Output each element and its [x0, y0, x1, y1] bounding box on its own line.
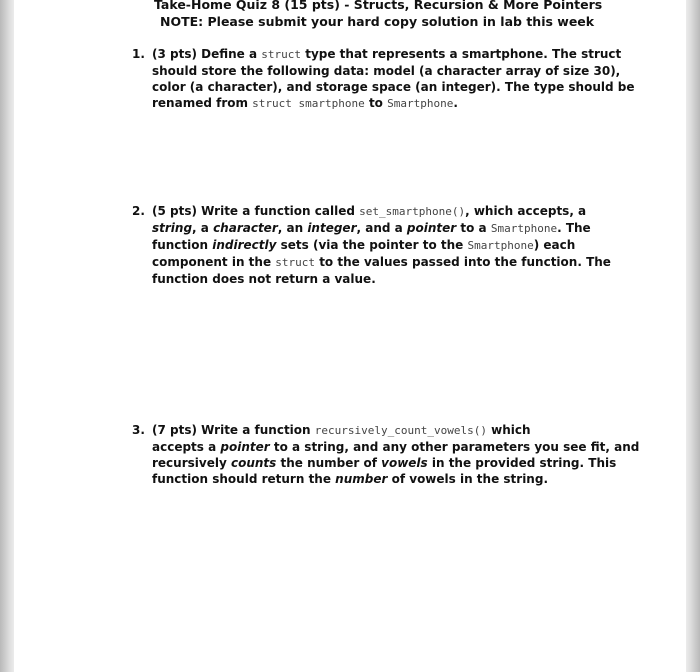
emphasized-term: vowels	[381, 456, 428, 470]
text-run: color (a character), and storage space (an integer). The type should be	[152, 80, 635, 94]
emphasized-term: counts	[230, 456, 277, 470]
emphasized-term: pointer	[220, 440, 270, 454]
question-line	[152, 46, 622, 63]
text-run: .	[453, 96, 458, 110]
text-run: the number of	[276, 456, 382, 470]
page-edge-right	[686, 0, 700, 672]
text-run: to a string, and any other parameters you see fit, and	[269, 440, 640, 454]
code-term: recursively_count_vowels()	[314, 424, 487, 437]
emphasized-term: indirectly	[212, 238, 277, 252]
question-line	[152, 237, 602, 254]
text-run: to	[364, 96, 388, 110]
question-line	[152, 63, 621, 79]
emphasized-term: number	[335, 472, 388, 486]
question-line	[152, 79, 635, 95]
question-3	[132, 422, 640, 487]
question-1	[132, 46, 635, 112]
question-line	[152, 220, 602, 237]
emphasized-term: string	[152, 221, 193, 235]
code-term: struct smartphone	[252, 97, 365, 110]
text-run: which	[486, 423, 531, 437]
question-line	[152, 439, 640, 455]
text-run: accepts a	[152, 440, 221, 454]
quiz-header	[154, 0, 602, 30]
text-run: , and a	[356, 221, 407, 235]
question-number: 1.	[132, 47, 145, 61]
question-text	[152, 46, 635, 112]
text-run: function does not return a value.	[152, 272, 376, 286]
text-run: sets (via the pointer to the	[276, 238, 468, 252]
code-term: Smartphone	[467, 239, 534, 252]
emphasized-term: integer	[307, 221, 357, 235]
code-term: set_smartphone()	[359, 205, 466, 218]
quiz-title: Take-Home Quiz 8 (15 pts) - Structs, Recursion & More Pointers	[154, 0, 603, 12]
question-line	[152, 95, 602, 112]
text-run: should store the following data: model (a character array of size 30),	[152, 64, 621, 78]
text-run: of vowels in the string.	[387, 472, 548, 486]
emphasized-term: character	[213, 221, 278, 235]
code-term: Smartphone	[387, 97, 454, 110]
question-line	[152, 455, 617, 471]
text-run: (5 pts) Write a function called	[152, 204, 360, 218]
text-run: (7 pts) Write a function	[152, 423, 315, 437]
text-run: (3 pts) Define a	[152, 47, 262, 61]
question-line	[152, 271, 602, 287]
text-run: function should return the	[152, 472, 336, 486]
text-run: in the provided string. This	[427, 456, 617, 470]
question-number: 2.	[132, 204, 145, 218]
emphasized-term: pointer	[406, 221, 457, 235]
text-run: component in the	[152, 255, 276, 269]
page-edge-left	[0, 0, 14, 672]
question-line	[152, 203, 602, 220]
question-line	[152, 422, 602, 439]
code-term: struct	[275, 256, 316, 269]
code-term: struct	[261, 48, 302, 61]
question-line	[152, 471, 602, 487]
text-run: , which accepts, a	[465, 204, 587, 218]
question-number: 3.	[132, 423, 145, 437]
text-run: function	[152, 238, 213, 252]
text-run: to a	[456, 221, 491, 235]
text-run: recursively	[152, 456, 231, 470]
document-page	[14, 0, 686, 672]
text-run: renamed from	[152, 96, 253, 110]
text-run: type that represents a smartphone. The struct	[301, 47, 622, 61]
question-text	[152, 203, 611, 287]
text-run: , an	[277, 221, 308, 235]
text-run: . The	[557, 221, 591, 235]
question-2	[132, 203, 611, 287]
question-line	[152, 254, 611, 271]
text-run: to the values passed into the function. The	[315, 255, 611, 269]
text-run: ) each	[533, 238, 576, 252]
text-run: , a	[192, 221, 214, 235]
code-term: Smartphone	[490, 222, 558, 235]
quiz-note: NOTE: Please submit your hard copy solution in lab this week	[160, 14, 595, 29]
question-text	[152, 422, 640, 487]
